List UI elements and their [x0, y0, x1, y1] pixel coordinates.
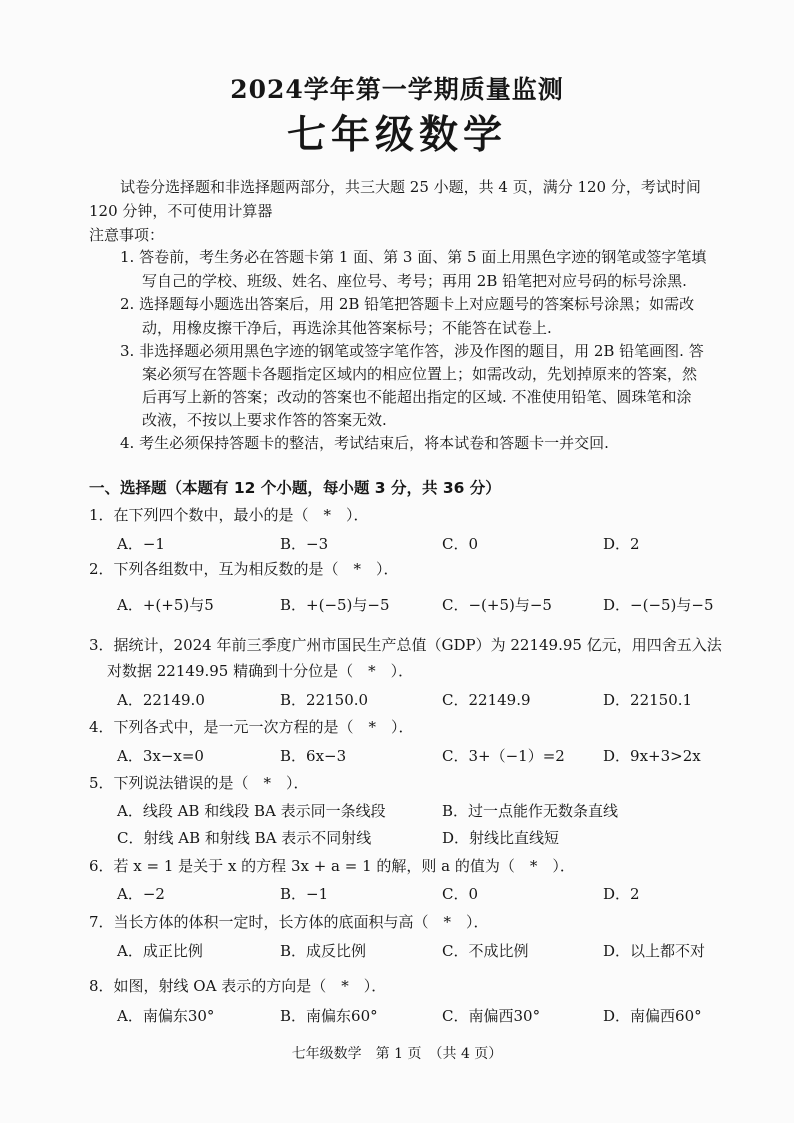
question-3-option-d: D．22150.1	[603, 691, 693, 709]
question-2-option-a: A．+(+5)与5	[117, 596, 214, 614]
question-5-stem: 5．下列说法错误的是（ * ）．	[89, 774, 309, 792]
question-6-option-b: B．−1	[280, 885, 329, 903]
question-1-option-c: C．0	[442, 535, 479, 553]
question-8-option-a: A．南偏东30°	[117, 1007, 215, 1025]
notice-2-line-2: 动，用橡皮擦干净后，再选涂其他答案标号；不能答在试卷上.	[142, 319, 552, 337]
question-1-option-d: D．2	[603, 535, 640, 553]
subject-title: 七年级数学	[286, 112, 507, 158]
question-1-stem: 1．在下列四个数中，最小的是（ * ）．	[89, 506, 369, 524]
question-5-option-d: D．射线比直线短	[442, 829, 560, 847]
question-4-stem: 4．下列各式中，是一元一次方程的是（ * ）．	[89, 718, 414, 736]
notice-3-line-3: 后再写上新的答案；改动的答案也不能超出指定的区域. 不准使用铅笔、圆珠笔和涂	[142, 388, 692, 406]
question-3-option-c: C．22149.9	[442, 691, 531, 709]
question-5-option-a: A．线段 AB 和线段 BA 表示同一条线段	[117, 802, 386, 820]
notice-1-line-1: 1. 答卷前，考生务必在答题卡第 1 面、第 3 面、第 5 面上用黑色字迹的钢笔或签字笔填	[120, 248, 707, 266]
question-8-option-c: C．南偏西30°	[442, 1007, 541, 1025]
notice-4-line-1: 4. 考生必须保持答题卡的整洁，考试结束后，将本试卷和答题卡一并交回.	[120, 434, 609, 452]
question-6-option-a: A．−2	[117, 885, 165, 903]
question-1-option-a: A．−1	[117, 535, 165, 553]
question-2-stem: 2．下列各组数中，互为相反数的是（ * ）．	[89, 560, 399, 578]
intro-line-1: 试卷分选择题和非选择题两部分，共三大题 25 小题，共 4 页，满分 120 分，考试时间	[120, 178, 701, 196]
question-6-stem: 6．若 x = 1 是关于 x 的方程 3x + a = 1 的解，则 a 的值为（ * ）．	[89, 857, 575, 875]
notice-3-line-1: 3. 非选择题必须用黑色字迹的钢笔或签字笔作答，涉及作图的题目，用 2B 铅笔画图. 答	[120, 342, 704, 360]
question-4-option-c: C．3+（−1）=2	[442, 747, 565, 765]
question-2-option-b: B．+(−5)与−5	[280, 596, 390, 614]
intro-line-2: 120 分钟，不可使用计算器	[89, 202, 273, 220]
question-4-option-a: A．3x−x=0	[117, 747, 204, 765]
question-7-option-d: D．以上都不对	[603, 942, 706, 960]
question-3-option-b: B．22150.0	[280, 691, 369, 709]
section-title: 一、选择题（本题有 12 个小题，每小题 3 分，共 36 分）	[89, 479, 501, 497]
question-5-option-b: B．过一点能作无数条直线	[442, 802, 619, 820]
notice-3-line-4: 改液，不按以上要求作答的答案无效.	[142, 411, 387, 429]
question-3-stem: 3．据统计，2024 年前三季度广州市国民生产总值（GDP）为 22149.95 亿元，用四舍五入法	[89, 636, 722, 654]
notice-3-line-2: 案必须写在答题卡各题指定区域内的相应位置上；如需改动，先划掉原来的答案，然	[142, 365, 698, 383]
notice-2-line-1: 2. 选择题每小题选出答案后，用 2B 铅笔把答题卡上对应题号的答案标号涂黑；如需改	[120, 295, 695, 313]
question-7-option-c: C．不成比例	[442, 942, 529, 960]
question-6-option-c: C．0	[442, 885, 479, 903]
question-7-stem: 7．当长方体的体积一定时，长方体的底面积与高（ * ）．	[89, 913, 489, 931]
question-1-option-b: B．−3	[280, 535, 329, 553]
question-5-option-c: C．射线 AB 和射线 BA 表示不同射线	[117, 829, 372, 847]
notice-1-line-2: 写自己的学校、班级、姓名、座位号、考号；再用 2B 铅笔把对应号码的标号涂黑.	[142, 272, 687, 290]
notice-label: 注意事项：	[89, 226, 165, 244]
page-footer: 七年级数学 第 1 页 （共 4 页）	[291, 1046, 503, 1062]
question-4-option-d: D．9x+3>2x	[603, 747, 701, 765]
question-8-stem: 8．如图，射线 OA 表示的方向是（ * ）．	[89, 977, 387, 995]
question-2-option-c: C．−(+5)与−5	[442, 596, 552, 614]
question-8-option-b: B．南偏东60°	[280, 1007, 378, 1025]
question-7-option-a: A．成正比例	[117, 942, 203, 960]
question-6-option-d: D．2	[603, 885, 640, 903]
question-4-option-b: B．6x−3	[280, 747, 347, 765]
question-8-option-d: D．南偏西60°	[603, 1007, 702, 1025]
question-3-stem-2: 对数据 22149.95 精确到十分位是（ * ）．	[107, 662, 414, 680]
question-7-option-b: B．成反比例	[280, 942, 367, 960]
question-3-option-a: A．22149.0	[117, 691, 205, 709]
exam-title: 2024学年第一学期质量监测	[230, 75, 564, 104]
question-2-option-d: D．−(−5)与−5	[603, 596, 714, 614]
